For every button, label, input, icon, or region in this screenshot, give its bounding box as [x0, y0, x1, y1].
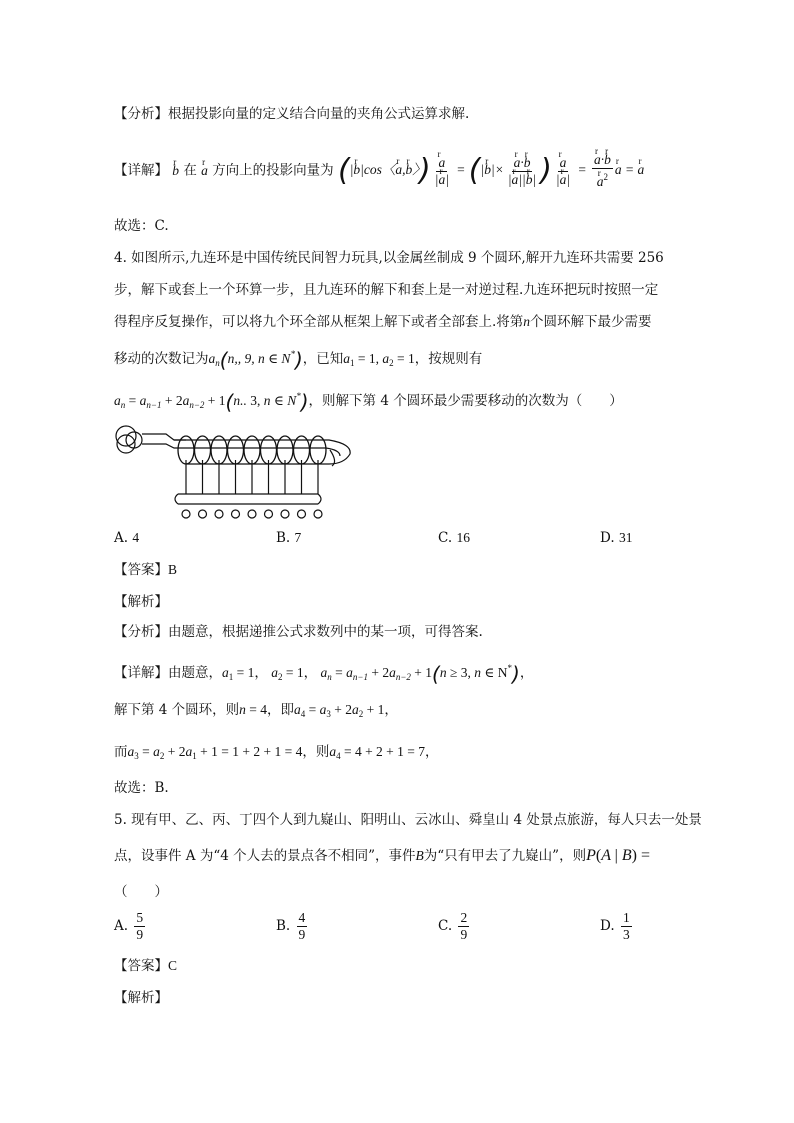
base-knob [314, 510, 322, 518]
nine-linked-rings-figure [114, 420, 354, 522]
base-knob [298, 510, 306, 518]
q5-option-a[interactable]: A. $\frac{5}{9}$ [114, 910, 144, 942]
q3-choice: 故选：C. [114, 218, 169, 234]
q4-option-b[interactable]: B. 7 [276, 530, 302, 546]
answer-value: C [168, 958, 178, 973]
detail-tag: 【详解】 [114, 162, 168, 179]
q4-stem-line-2: 步，解下或套上一个环算一步，且九连环的解下和套上是一对逆过程.九连环把玩时按照一定 [114, 282, 659, 298]
q4-stem-line-4: 移动的次数记为$a_n(n$,, 9, n ∈ N*)，已知$a_1 = 1$, $a_2 = 1$，按规则有 [114, 347, 483, 372]
q3-detail-line [114, 152, 644, 192]
analysis-text: 根据投影向量的定义结合向量的夹角公式运算求解. [168, 106, 470, 122]
vector-b: r b [172, 161, 179, 181]
q4-stem-line-1: 4. 如图所示,九连环是中国传统民间智力玩具,以金属丝制成 9 个圆环,解开九连环共需要 256 [114, 250, 664, 266]
vector-a: r a [201, 161, 208, 181]
q5-stem-line-3: （ ） [114, 884, 168, 900]
answer-value: B [168, 562, 178, 577]
initial-values: $a_1 = 1$, $a_2 = 1$ [343, 351, 415, 368]
q4-option-d[interactable]: D. 31 [600, 530, 633, 546]
var-n: n [523, 314, 531, 329]
conditional-probability: P(A | B) = [586, 847, 651, 864]
detail-formula: $a_1 = 1$， $a_2 = 1$， $a_n = a_{n-1} + 2a_{n-2} + 1(n \ge 3$, n ∈ N*)， [222, 661, 534, 686]
q4-step-1: 解下第 4 个圆环，则n = 4，即$a_4 = a_3 + 2a_2 + 1$， [114, 702, 398, 719]
q5-option-d[interactable]: D. $\frac{1}{3}$ [600, 910, 630, 942]
projection-formula: (|r b|cos〈r a,r b〉) r $\frac{a}{\text{|r a|}}$ = (|r b|× r $\frac{\text{a·r b}}{\text{|r a||r b|}}$ ) r $\frac{a}{\text{|r a|}}$ = r a·r b r $a^2$ r a = r a [338, 152, 644, 190]
base-knob [248, 510, 256, 518]
base-knob [182, 510, 190, 518]
step-2-formula: $a_3 = a_2 + 2a_1 + 1 = 1 + 2 + 1 = 4$ [127, 744, 303, 761]
base-knob [265, 510, 273, 518]
recurrence-formula: $a_n = a_{n-1} + 2a_{n-2} + 1(n$.. 3, n ∈ N*) [114, 389, 309, 414]
base-knob [232, 510, 240, 518]
q4-step-2: 而$a_3 = a_2 + 2a_1 + 1 = 1 + 2 + 1 = 4$，则$a_4 = 4 + 2 + 1 = 7$， [114, 744, 439, 761]
q5-option-c[interactable]: C. $\frac{2}{9}$ [438, 910, 468, 942]
step-1-formula: $a_4 = a_3 + 2a_2 + 1$， [294, 702, 398, 719]
q5-explain-tag: 【解析】 [114, 990, 168, 1006]
q4-explain-tag: 【解析】 [114, 594, 168, 610]
q5-stem-line-1: 5. 现有甲、乙、丙、丁四个人到九嶷山、阳明山、云冰山、舜皇山 4 处景点旅游，每人只去一处景 [114, 812, 702, 828]
analysis-tag: 【分析】 [114, 106, 168, 122]
step-2-result: $a_4 = 4 + 2 + 1 = 7$， [329, 744, 439, 761]
q3-analysis-line [114, 104, 469, 124]
detail-text: 在 [183, 162, 197, 179]
answer-tag: 【答案】 [114, 562, 168, 578]
q4-stem-line-5: $a_n = a_{n-1} + 2a_{n-2} + 1(n$.. 3, n ∈ N*)，则解下第 4 个圆环最少需要移动的次数为（ ） [114, 389, 623, 414]
q4-option-c[interactable]: C. 16 [438, 530, 470, 546]
q4-stem-line-3: 得程序反复操作，可以将九个环全部从框架上解下或者全部套上.将第n个圆环解下最少需要 [114, 314, 652, 330]
q4-detail-line: 【详解】由题意，$a_1 = 1$， $a_2 = 1$， $a_n = a_{n-1} + 2a_{n-2} + 1(n \ge 3$, n ∈ N*)， [114, 661, 534, 686]
q5-answer-line [114, 956, 177, 976]
q4-analysis-line: 【分析】由题意，根据递推公式求数列中的某一项，可得答案. [114, 624, 483, 640]
q4-answer-line [114, 560, 177, 580]
q4-option-a[interactable]: A. 4 [114, 530, 140, 546]
detail-text: 方向上的投影向量为 [212, 162, 334, 179]
answer-tag: 【答案】 [114, 958, 168, 974]
base-knob [281, 510, 289, 518]
q5-option-b[interactable]: B. $\frac{4}{9}$ [276, 910, 306, 942]
base-knob [215, 510, 223, 518]
base-knob [199, 510, 207, 518]
q5-stem-line-2: 点，设事件 A 为“4 个人去的景点各不相同”，事件B为“只有甲去了九嶷山”，则P(A | B) = [114, 847, 651, 864]
q4-choice: 故选：B. [114, 780, 169, 796]
sequence-notation: $a_n(n$,, 9, n ∈ N*) [208, 347, 303, 372]
